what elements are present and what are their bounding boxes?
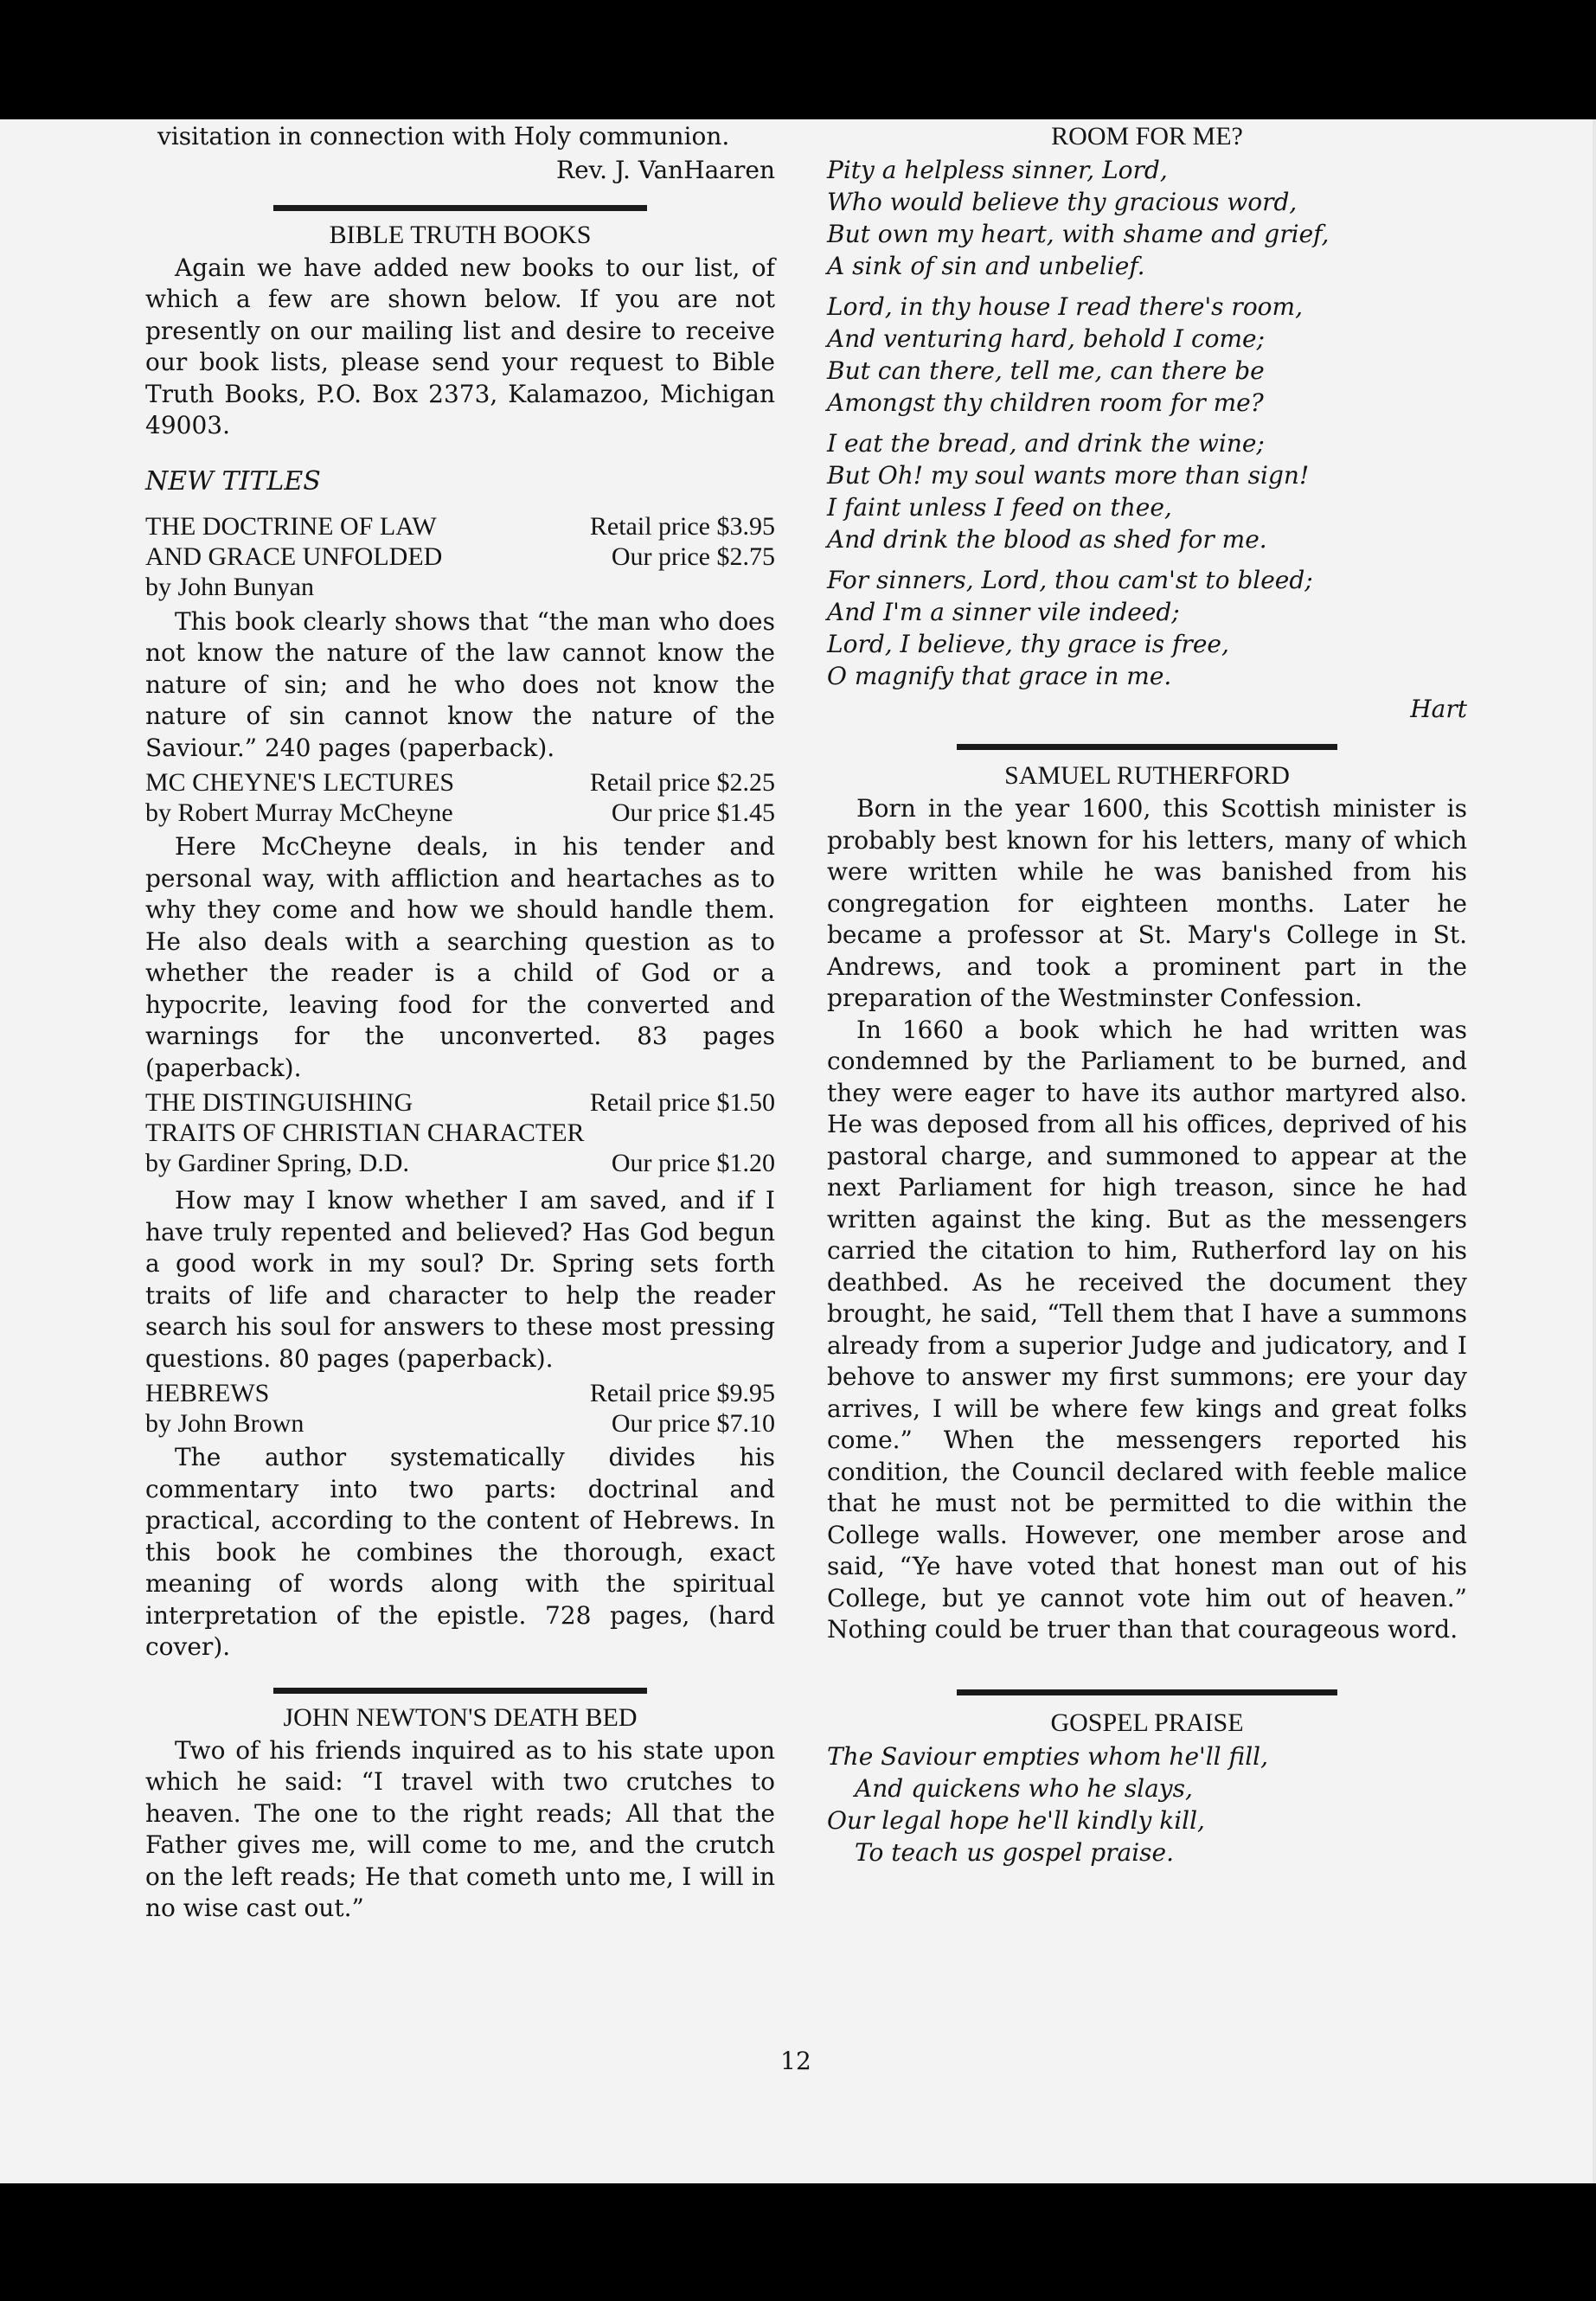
book-title: THE DOCTRINE OF LAW <box>145 511 437 541</box>
intro-text: visitation in connection with Holy communion. <box>157 122 730 151</box>
section-heading-gospel-praise: GOSPEL PRAISE <box>1050 1708 1244 1737</box>
poem-line: And venturing hard, behold I come; <box>827 324 1266 353</box>
newton-text: Two of his friends inquired as to his state upon which he said: “I travel with two crutches to heaven. The one to the right reads; All that the Father gives me, will come to me, and the crutch on the left reads; He that cometh unto me, I will in no wise cast out.” <box>145 1735 775 1922</box>
our-price: Our price $2.75 <box>611 542 775 571</box>
poem-line: And drink the blood as shed for me. <box>827 525 1267 554</box>
poem-line: Lord, in thy house I read there's room, <box>827 292 1303 321</box>
book-title: TRAITS OF CHRISTIAN CHARACTER <box>145 1118 585 1147</box>
book-entry <box>145 1087 775 1375</box>
left-column <box>145 121 775 1925</box>
poem-author: Hart <box>1410 695 1467 723</box>
poem-line: O magnify that grace in me. <box>827 662 1172 690</box>
book-author: by Robert Murray McCheyne <box>145 798 453 827</box>
book-author: by Gardiner Spring, D.D. <box>145 1149 409 1177</box>
section-rule <box>957 1689 1337 1695</box>
poem-line: But Oh! my soul wants more than sign! <box>827 461 1310 490</box>
section-heading-samuel-rutherford: SAMUEL RUTHERFORD <box>1004 761 1290 790</box>
our-price: Our price $1.20 <box>611 1149 775 1177</box>
our-price: Our price $7.10 <box>611 1409 775 1438</box>
poem-line: To teach us gospel praise. <box>855 1837 1174 1867</box>
section-rule <box>273 1688 647 1694</box>
poem-line: The Saviour empties whom he'll fill, <box>827 1741 1269 1771</box>
poem-stanza <box>827 291 1467 419</box>
section-heading-john-newton: JOHN NEWTON'S DEATH BED <box>283 1702 638 1732</box>
poem-stanza <box>827 154 1467 282</box>
poem-line: A sink of sin and unbelief. <box>827 252 1145 280</box>
book-title: AND GRACE UNFOLDED <box>145 542 443 571</box>
retail-price: Retail price $9.95 <box>589 1379 775 1407</box>
retail-price: Retail price $3.95 <box>589 511 775 541</box>
our-price: Our price $1.45 <box>611 798 775 827</box>
book-title-row <box>145 542 775 572</box>
section-rule <box>273 205 647 211</box>
article-signature: Rev. J. VanHaaren <box>556 155 775 184</box>
poem-line: Amongst thy children room for me? <box>827 388 1264 417</box>
retail-price: Retail price $2.25 <box>589 768 775 797</box>
poem-gospel-praise <box>827 1740 1467 1868</box>
poem-line: For sinners, Lord, thou cam'st to bleed; <box>827 566 1313 594</box>
bible-books-intro: Again we have added new books to our list, of which a few are shown below. If you are not presently on our mailing list and desire to receive our book lists, please send your request to Bible Truth Books, P.O. Box 2373, Kalamazoo, Michigan 49003. <box>145 253 775 439</box>
section-heading-room-for-me: ROOM FOR ME? <box>1051 122 1243 151</box>
poem-room-for-me <box>827 154 1467 692</box>
book-author: by John Bunyan <box>145 572 314 601</box>
poem-line: And quickens who he slays, <box>855 1773 1193 1803</box>
poem-line: Our legal hope he'll kindly kill, <box>827 1805 1205 1835</box>
new-titles-label: NEW TITLES <box>145 465 321 497</box>
poem-line: Who would believe thy gracious word, <box>827 188 1298 216</box>
book-entry <box>145 511 775 765</box>
book-author: by John Brown <box>145 1409 304 1438</box>
poem-line: I faint unless I feed on thee, <box>827 493 1172 522</box>
rutherford-paragraph: Born in the year 1600, this Scottish minister is probably best known for his letters, many of which were written while he was banished from his congregation for eighteen months. Later he became a professor at St. Mary's College in St. Andrews, and took a prominent part in the preparation of the Westminster Confession. <box>827 794 1467 1012</box>
section-rule <box>957 744 1337 750</box>
retail-price: Retail price $1.50 <box>589 1088 775 1117</box>
poem-line: Lord, I believe, thy grace is free, <box>827 630 1229 658</box>
book-entry <box>145 767 775 1084</box>
book-description: The author systematically divides his commentary into two parts: doctrinal and practical, according to the content of Hebrews. In this book he combines the thorough, exact meaning of words along with the spiritual interpretation of the epistle. 728 pages, (hard cover). <box>145 1443 775 1661</box>
book-title-row <box>145 1408 775 1439</box>
book-title-row <box>145 511 775 542</box>
book-description: How may I know whether I am saved, and if I have truly repented and believed? Has God begun a good work in my soul? Dr. Spring sets forth traits of life and character to help the reader search his soul for answers to these most pressing questions. 80 pages (paperback). <box>145 1186 775 1373</box>
poem-line: I eat the bread, and drink the wine; <box>827 429 1265 458</box>
book-title: MC CHEYNE'S LECTURES <box>145 768 455 797</box>
book-title-row <box>145 1148 775 1178</box>
poem-stanza <box>827 564 1467 692</box>
poem-stanza <box>827 427 1467 555</box>
poem-line: But can there, tell me, can there be <box>827 356 1265 385</box>
poem-line: But own my heart, with shame and grief, <box>827 220 1330 248</box>
book-title-row <box>145 798 775 828</box>
book-title-row <box>145 1378 775 1408</box>
book-title: THE DISTINGUISHING <box>145 1088 413 1117</box>
book-description: Here McCheyne deals, in his tender and personal way, with affliction and heartaches as to why they come and how we should handle them. He also deals with a searching question as to whether the reader is a child of God or a hypocrite, leaving food for the converted and warnings for the unconverted. 83 pages (paperback). <box>145 832 775 1082</box>
book-title: HEBREWS <box>145 1379 270 1407</box>
rutherford-paragraph: In 1660 a book which he had written was condemned by the Parliament to be burned, and they were eager to have its author martyred also. He was deposed from all his offices, deprived of his pastoral charge, and summoned to appear at the next Parliament for high treason, since he had written against the king. But as the messengers carried the citation to him, Rutherford lay on his deathbed. As he received the document they brought, he said, “Tell them that I have a summons already from a superior Judge and judicatory, and I behove to answer my first summons; ere your day arrives, I will be where few kings and great folks come.” When the messengers reported his condition, the Council declared with feeble malice that he must not be permitted to die within the College walls. However, one member arose and said, “Ye have voted that honest man out of his College, but ye cannot vote him out of heaven.” Nothing could be truer than that courageous word. <box>827 1015 1467 1644</box>
section-heading-bible-truth-books: BIBLE TRUTH BOOKS <box>329 220 592 249</box>
page-number: 12 <box>780 2047 811 2075</box>
book-description: This book clearly shows that “the man who does not know the nature of the law cannot know the nature of sin; and he who does not know the nature of sin cannot know the nature of the Saviour.” 240 pages (paperback). <box>145 606 775 762</box>
book-title-row <box>145 1087 775 1118</box>
page-edge <box>1593 119 1596 2183</box>
right-column <box>827 121 1467 1868</box>
poem-line: Pity a helpless sinner, Lord, <box>827 156 1168 184</box>
book-title-row <box>145 767 775 798</box>
book-entry <box>145 1378 775 1663</box>
book-title-row <box>145 1118 775 1148</box>
poem-line: And I'm a sinner vile indeed; <box>827 598 1180 626</box>
